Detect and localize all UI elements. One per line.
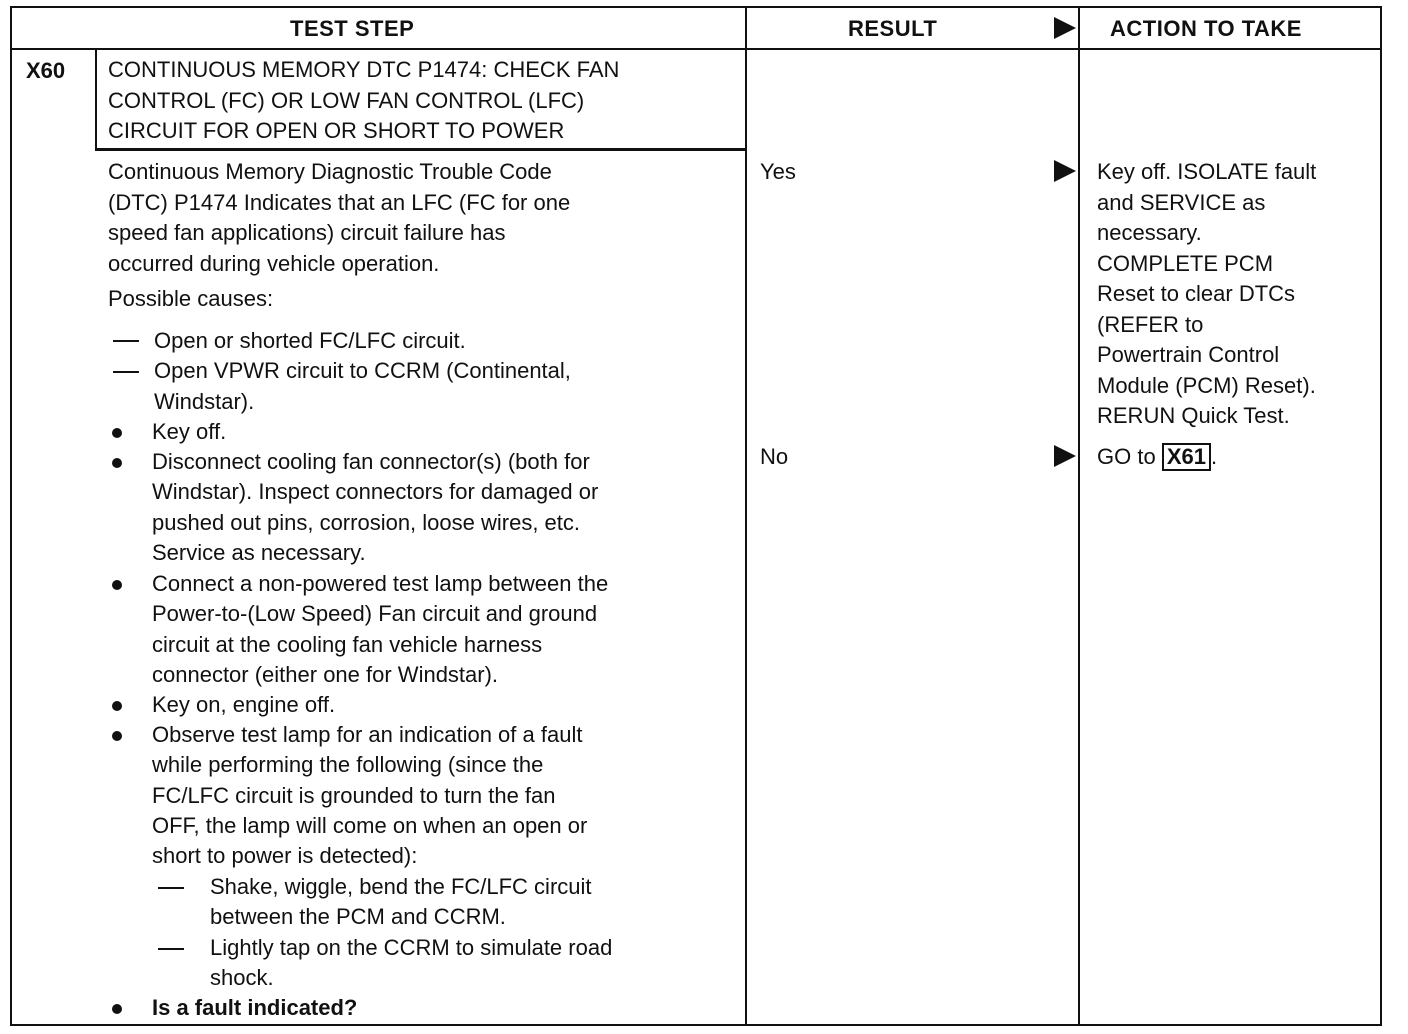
sub-step xyxy=(210,933,612,994)
cause-item xyxy=(154,356,571,417)
bullet-icon xyxy=(112,731,122,741)
dash-icon xyxy=(113,340,139,342)
action-line: and SERVICE as xyxy=(1097,189,1266,215)
intro-line: (DTC) P1474 Indicates that an LFC (FC for one xyxy=(108,189,571,215)
procedure-step xyxy=(152,720,587,871)
cause-line: Windstar). xyxy=(154,388,255,414)
bullet-icon xyxy=(112,701,122,711)
sub-step-line: Shake, wiggle, bend the FC/LFC circuit xyxy=(210,874,592,899)
sub-step xyxy=(210,872,592,933)
step-title-line: CIRCUIT FOR OPEN OR SHORT TO POWER xyxy=(108,118,565,143)
procedure-line: connector (either one for Windstar). xyxy=(152,661,499,687)
action-no-suffix: . xyxy=(1210,444,1218,469)
action-line: Powertrain Control xyxy=(1097,342,1280,367)
result-yes: Yes xyxy=(760,159,796,184)
action-yes xyxy=(1097,157,1316,432)
goto-x61-link[interactable]: X61 xyxy=(1162,443,1211,471)
procedure-line: Observe test lamp for an indication of a fault xyxy=(152,722,583,747)
procedure-step: Key off. xyxy=(152,419,227,444)
dash-icon xyxy=(113,371,139,373)
cause-line: Open VPWR circuit to CCRM (Continental, xyxy=(154,358,571,383)
header-action: ACTION TO TAKE xyxy=(1110,16,1302,41)
action-line: (REFER to xyxy=(1097,311,1204,337)
possible-causes-label: Possible causes: xyxy=(108,286,274,311)
sub-step-line: between the PCM and CCRM. xyxy=(210,904,506,930)
procedure-line: Power-to-(Low Speed) Fan circuit and ground xyxy=(152,601,598,627)
procedure-line: Service as necessary. xyxy=(152,539,366,565)
step-title-line: CONTINUOUS MEMORY DTC P1474: CHECK FAN xyxy=(108,57,620,82)
procedure-line: short to power is detected): xyxy=(152,843,418,869)
intro-line: Continuous Memory Diagnostic Trouble Code xyxy=(108,159,552,184)
col-divider-result xyxy=(745,6,747,1026)
dash-icon xyxy=(158,887,184,889)
action-line: Module (PCM) Reset). xyxy=(1097,372,1316,398)
step-title xyxy=(108,55,619,147)
procedure-step xyxy=(152,569,608,690)
bullet-icon xyxy=(112,458,122,468)
procedure-line: pushed out pins, corrosion, loose wires, etc. xyxy=(152,509,581,535)
action-no-prefix: GO to xyxy=(1097,444,1156,469)
col-divider-action xyxy=(1078,6,1080,1026)
bullet-icon xyxy=(112,1004,122,1014)
bullet-icon xyxy=(112,580,122,590)
title-rule xyxy=(95,148,747,151)
header-result: RESULT xyxy=(848,16,938,41)
arrow-right-icon xyxy=(1054,17,1076,39)
procedure-line: OFF, the lamp will come on when an open or xyxy=(152,812,588,838)
procedure-line: Connect a non-powered test lamp between the xyxy=(152,571,609,596)
step-id: X60 xyxy=(26,58,66,83)
procedure-line: Disconnect cooling fan connector(s) (both for xyxy=(152,449,590,474)
dash-icon xyxy=(158,948,184,950)
sub-step-line: shock. xyxy=(210,965,274,991)
step-title-line: CONTROL (FC) OR LOW FAN CONTROL (LFC) xyxy=(108,87,585,113)
action-line: RERUN Quick Test. xyxy=(1097,403,1290,428)
result-no: No xyxy=(760,444,789,469)
arrow-right-icon xyxy=(1054,160,1076,182)
intro-line: occurred during vehicle operation. xyxy=(108,250,440,276)
procedure-line: while performing the following (since the xyxy=(152,752,544,778)
sub-step-line: Lightly tap on the CCRM to simulate road xyxy=(210,935,613,960)
col-divider-id xyxy=(95,50,97,150)
procedure-line: Windstar). Inspect connectors for damaged or xyxy=(152,479,599,505)
action-line: Reset to clear DTCs xyxy=(1097,281,1296,306)
action-line: COMPLETE PCM xyxy=(1097,250,1274,276)
intro-paragraph xyxy=(108,157,570,279)
procedure-step xyxy=(152,447,598,568)
header-test-step: TEST STEP xyxy=(290,16,415,41)
cause-item: Open or shorted FC/LFC circuit. xyxy=(154,328,466,353)
intro-line: speed fan applications) circuit failure has xyxy=(108,220,506,245)
bullet-icon xyxy=(112,428,122,438)
procedure-step: Key on, engine off. xyxy=(152,692,336,717)
procedure-line: FC/LFC circuit is grounded to turn the fan xyxy=(152,782,556,808)
action-line: necessary. xyxy=(1097,220,1202,245)
procedure-line: circuit at the cooling fan vehicle harness xyxy=(152,631,543,657)
question: Is a fault indicated? xyxy=(152,995,358,1020)
header-rule xyxy=(10,48,1382,50)
action-line: Key off. ISOLATE fault xyxy=(1097,159,1317,184)
arrow-right-icon xyxy=(1054,445,1076,467)
action-no xyxy=(1097,442,1217,473)
